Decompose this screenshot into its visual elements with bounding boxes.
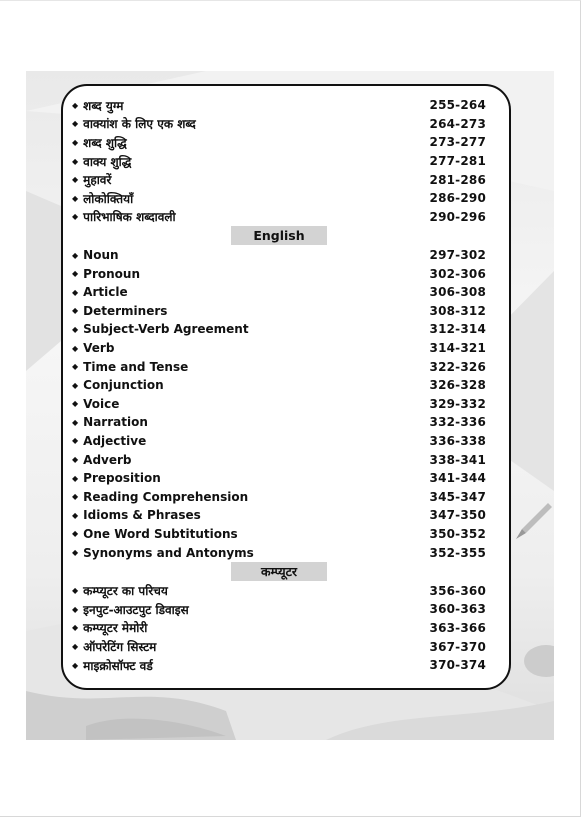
bullet-icon: ◆ <box>72 156 79 166</box>
bullet-icon: ◆ <box>72 380 79 390</box>
toc-item-label: Conjunction <box>83 378 164 393</box>
toc-item-label: वाक्य शुद्धि <box>83 154 132 169</box>
toc-item[interactable] <box>72 487 486 506</box>
toc-item-pages: 308-312 <box>429 303 486 318</box>
toc-item[interactable] <box>72 189 486 208</box>
toc-item-pages: 347-350 <box>429 508 486 523</box>
toc-item-pages: 352-355 <box>429 545 486 560</box>
toc-item-label: Voice <box>83 396 120 411</box>
toc-item-label: इनपुट-आउटपुट डिवाइस <box>83 602 189 617</box>
bullet-icon: ◆ <box>72 492 79 502</box>
toc-item-pages: 338-341 <box>429 452 486 467</box>
toc-item[interactable] <box>72 525 486 544</box>
toc-item[interactable] <box>72 320 486 339</box>
bullet-icon: ◆ <box>72 436 79 446</box>
toc-item-pages: 322-326 <box>429 359 486 374</box>
toc-item[interactable] <box>72 133 486 152</box>
section-heading-label: कम्प्यूटर <box>231 562 327 581</box>
bullet-icon: ◆ <box>72 324 79 334</box>
toc-item-pages: 367-370 <box>429 639 486 654</box>
toc-item[interactable] <box>72 208 486 227</box>
table-of-contents <box>72 96 486 674</box>
toc-item-label: Adjective <box>83 433 147 448</box>
toc-item-label: Narration <box>83 415 148 430</box>
toc-item-label: लोकोक्तियाँ <box>83 191 134 206</box>
bullet-icon: ◆ <box>72 417 79 427</box>
toc-item[interactable] <box>72 581 486 600</box>
toc-item-pages: 332-336 <box>429 415 486 430</box>
toc-item-label: Idioms & Phrases <box>83 508 201 523</box>
toc-item-pages: 370-374 <box>429 658 486 673</box>
toc-item[interactable] <box>72 432 486 451</box>
bullet-icon: ◆ <box>72 455 79 465</box>
toc-item-pages: 326-328 <box>429 378 486 393</box>
toc-item-label: माइक्रोसॉफ्ट वर्ड <box>83 658 153 673</box>
toc-item-label: Reading Comprehension <box>83 489 249 504</box>
toc-item-pages: 264-273 <box>429 116 486 131</box>
toc-item[interactable] <box>72 302 486 321</box>
toc-item[interactable] <box>72 469 486 488</box>
toc-item[interactable] <box>72 506 486 525</box>
toc-item[interactable] <box>72 376 486 395</box>
toc-item[interactable] <box>72 450 486 469</box>
toc-item[interactable] <box>72 637 486 656</box>
toc-item[interactable] <box>72 357 486 376</box>
toc-item-pages: 341-344 <box>429 471 486 486</box>
toc-item[interactable] <box>72 264 486 283</box>
toc-item-label: One Word Subtitutions <box>83 526 238 541</box>
toc-item-label: Subject-Verb Agreement <box>83 322 249 337</box>
toc-item[interactable] <box>72 413 486 432</box>
toc-item-label: Pronoun <box>83 266 140 281</box>
bullet-icon: ◆ <box>72 642 79 652</box>
toc-item-pages: 277-281 <box>429 154 486 169</box>
bullet-icon: ◆ <box>72 100 79 110</box>
toc-item-pages: 273-277 <box>429 135 486 150</box>
toc-item-pages: 314-321 <box>429 341 486 356</box>
toc-item-label: Synonyms and Antonyms <box>83 545 254 560</box>
toc-item[interactable] <box>72 395 486 414</box>
toc-item-pages: 281-286 <box>429 172 486 187</box>
toc-item[interactable] <box>72 656 486 675</box>
toc-item-pages: 345-347 <box>429 489 486 504</box>
section-heading-computer <box>72 562 486 581</box>
bullet-icon: ◆ <box>72 343 79 353</box>
toc-item[interactable] <box>72 339 486 358</box>
toc-item-pages: 306-308 <box>429 285 486 300</box>
toc-item[interactable] <box>72 600 486 619</box>
toc-item[interactable] <box>72 619 486 638</box>
bullet-icon: ◆ <box>72 399 79 409</box>
bullet-icon: ◆ <box>72 510 79 520</box>
toc-item-pages: 350-352 <box>429 526 486 541</box>
bullet-icon: ◆ <box>72 250 79 260</box>
bullet-icon: ◆ <box>72 269 79 279</box>
toc-item[interactable] <box>72 543 486 562</box>
toc-item-label: Adverb <box>83 452 132 467</box>
bullet-icon: ◆ <box>72 548 79 558</box>
bullet-icon: ◆ <box>72 212 79 222</box>
toc-item-label: मुहावरें <box>83 173 112 188</box>
bullet-icon: ◆ <box>72 193 79 203</box>
toc-item-pages: 302-306 <box>429 266 486 281</box>
toc-item[interactable] <box>72 246 486 265</box>
section-heading-label: English <box>231 226 327 245</box>
toc-item-pages: 286-290 <box>429 191 486 206</box>
bullet-icon: ◆ <box>72 287 79 297</box>
toc-item[interactable] <box>72 115 486 134</box>
toc-item-label: Noun <box>83 248 119 263</box>
toc-item[interactable] <box>72 96 486 115</box>
toc-item-label: Verb <box>83 341 115 356</box>
toc-item-label: Determiners <box>83 303 168 318</box>
toc-item-label: Time and Tense <box>83 359 189 374</box>
toc-item-label: कम्प्यूटर का परिचय <box>83 584 168 599</box>
bullet-icon: ◆ <box>72 623 79 633</box>
toc-item-label: पारिभाषिक शब्दावली <box>83 210 176 225</box>
bullet-icon: ◆ <box>72 306 79 316</box>
toc-item-pages: 297-302 <box>429 248 486 263</box>
toc-item-pages: 336-338 <box>429 433 486 448</box>
toc-item-label: Article <box>83 285 128 300</box>
toc-item-pages: 312-314 <box>429 322 486 337</box>
bullet-icon: ◆ <box>72 586 79 596</box>
toc-item-pages: 255-264 <box>429 98 486 113</box>
toc-item-pages: 363-366 <box>429 620 486 635</box>
bullet-icon: ◆ <box>72 137 79 147</box>
toc-item-pages: 356-360 <box>429 583 486 598</box>
toc-item[interactable] <box>72 283 486 302</box>
bullet-icon: ◆ <box>72 604 79 614</box>
bullet-icon: ◆ <box>72 175 79 185</box>
section-heading-english <box>72 226 486 245</box>
bullet-icon: ◆ <box>72 119 79 129</box>
toc-item-label: शब्द युग्म <box>83 98 124 113</box>
toc-item-label: Preposition <box>83 471 161 486</box>
toc-item-label: वाक्यांश के लिए एक शब्द <box>83 117 196 132</box>
toc-item-label: ऑपरेटिंग सिस्टम <box>83 640 157 655</box>
toc-item-label: शब्द शुद्धि <box>83 135 127 150</box>
toc-item-pages: 360-363 <box>429 602 486 617</box>
bullet-icon: ◆ <box>72 473 79 483</box>
toc-item-pages: 290-296 <box>429 209 486 224</box>
bullet-icon: ◆ <box>72 362 79 372</box>
toc-item[interactable] <box>72 170 486 189</box>
toc-item-pages: 329-332 <box>429 396 486 411</box>
bullet-icon: ◆ <box>72 529 79 539</box>
toc-item[interactable] <box>72 152 486 171</box>
bullet-icon: ◆ <box>72 660 79 670</box>
toc-item-label: कम्प्यूटर मेमोरी <box>83 621 148 636</box>
